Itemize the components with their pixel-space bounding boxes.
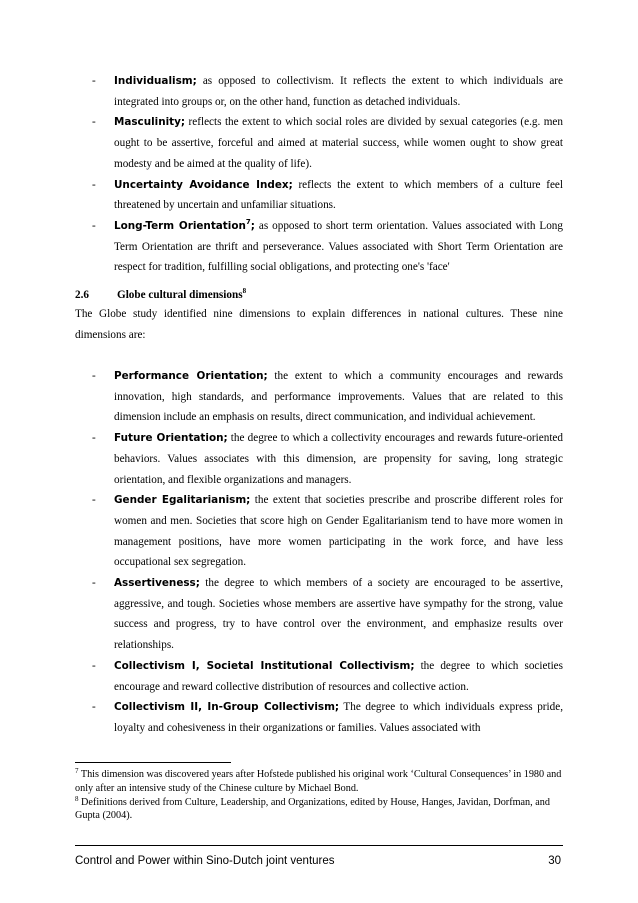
list-item	[75, 366, 563, 428]
hofstede-dimensions-list	[75, 71, 563, 278]
dimension-term-punct: ;	[250, 219, 255, 232]
footer-separator	[75, 845, 563, 846]
list-dash: -	[92, 577, 96, 590]
list-item	[75, 175, 563, 216]
footnote-number: 7	[75, 767, 79, 775]
dimension-term: Assertiveness;	[114, 577, 200, 590]
dimension-description: reflects the extent to which social roles are divided by sexual categories (e.g. men ought to be assertive, forceful and aimed at material success, while women ought to show great modesty and be aimed at the quality of life).	[114, 116, 563, 170]
list-item	[75, 490, 563, 573]
list-dash: -	[92, 370, 96, 382]
dimension-description: The degree to which individuals express pride, loyalty and cohesiveness in their organizations or families. Values associated with	[114, 701, 563, 734]
list-item	[75, 697, 563, 738]
list-dash: -	[92, 494, 96, 507]
dimension-description: the extent that societies prescribe and proscribe different roles for women and men. Societies that score high on Gender Egalitarianism tend to have more women in management positions, have more women participating in the work force, and have less occupational sex segregation.	[114, 494, 563, 569]
section-title: Globe cultural dimensions	[117, 289, 243, 301]
list-dash: -	[92, 432, 96, 445]
list-dash: -	[92, 75, 96, 87]
footer-title: Control and Power within Sino-Dutch joint ventures	[75, 855, 335, 867]
page-footer	[75, 853, 563, 869]
footnote	[75, 796, 563, 824]
list-item	[75, 656, 563, 697]
section-heading	[75, 285, 246, 305]
dimension-term: Performance Orientation;	[114, 370, 268, 382]
footnote-text: Definitions derived from Culture, Leadership, and Organizations, edited by House, Hanges, Javidan, Dorfman, and Gupta (2004).	[75, 796, 550, 822]
dimension-term: Collectivism II, In-Group Collectivism;	[114, 701, 340, 714]
dimension-description: the extent to which a community encourages and rewards innovation, high standards, and performance improvements. Values that are related to this dimension include an emphasis on results, direct communication, and individual achievement.	[114, 370, 563, 424]
footnote-ref-8[interactable]: 8	[242, 287, 247, 295]
dimension-term: Gender Egalitarianism;	[114, 494, 251, 507]
footnote-ref-7[interactable]: 7	[245, 217, 251, 226]
globe-dimensions-list	[75, 366, 563, 739]
dimension-term: Masculinity;	[114, 116, 186, 129]
list-dash: -	[92, 219, 96, 232]
dimension-description: as opposed to collectivism. It reflects the extent to which individuals are integrated into groups or, on the other hand, function as detached individuals.	[114, 75, 563, 108]
list-item	[75, 216, 563, 278]
footnotes	[75, 768, 563, 823]
list-dash: -	[92, 659, 96, 672]
section-intro: The Globe study identified nine dimensions to explain differences in national cultures. These nine dimensions are:	[75, 308, 563, 341]
footnote	[75, 768, 563, 796]
footnote-text: This dimension was discovered years after Hofstede published his original work ‘Cultural Consequences’ in 1980 and only after an intensive study of the Chinese culture by Michael Bond.	[75, 769, 562, 794]
list-dash: -	[92, 116, 96, 129]
list-dash: -	[92, 178, 96, 191]
dimension-term: Collectivism I, Societal Institutional Collectivism;	[114, 659, 415, 672]
dimension-description: the degree to which members of a society are encouraged to be assertive, aggressive, and tough. Societies whose members are assertive have sympathy for the strong, value success and progress, try to have control over the environment, and emphasize results over relationships.	[114, 577, 563, 652]
dimension-term-text: Long-Term Orientation	[114, 219, 246, 232]
dimension-description: reflects the extent to which members of a culture feel threatened by uncertain and unfamiliar situations.	[114, 178, 563, 212]
dimension-term: Uncertainty Avoidance Index;	[114, 178, 293, 191]
list-dash: -	[92, 701, 96, 714]
dimension-description: the degree to which societies encourage and reward collective distribution of resources and collective action.	[114, 659, 563, 693]
dimension-term: Future Orientation;	[114, 432, 228, 445]
section-number: 2.6	[75, 289, 89, 301]
dimension-term: Individualism;	[114, 75, 197, 87]
footnote-number: 8	[75, 794, 79, 803]
dimension-term	[114, 217, 255, 232]
list-item	[75, 428, 563, 490]
footnote-separator	[75, 762, 231, 763]
list-item	[75, 573, 563, 656]
page-number: 30	[548, 855, 561, 867]
list-item	[75, 112, 563, 174]
dimension-description: the degree to which a collectivity encourages and rewards future-oriented behaviors. Values associates with this dimension, are propensity for saving, long strategic orientation, and flexible organizations and managers.	[114, 432, 563, 486]
list-item	[75, 71, 563, 112]
dimension-description: as opposed to short term orientation. Values associated with Long Term Orientation are thrift and perseverance. Values associated with Short Term Orientation are respect for tradition, fulfilling social obligations, and protecting one's 'face'	[114, 219, 563, 274]
